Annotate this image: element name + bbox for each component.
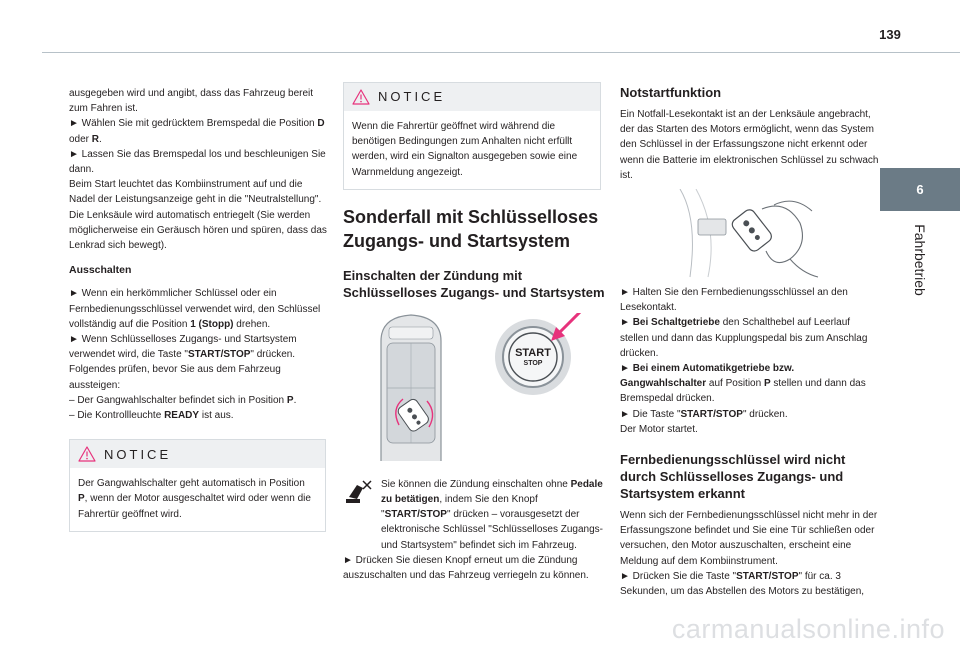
section-title: Sonderfall mit Schlüsselloses Zugangs- und Startsystem (343, 206, 599, 251)
foot-off-pedal-icon (343, 479, 373, 505)
check-ready-light: – Die Kontrollleuchte READY ist aus. (69, 410, 234, 422)
notice-title: NOTICE (378, 89, 446, 105)
notice-header (70, 440, 325, 468)
column-1 (69, 86, 329, 532)
pedal-instruction (343, 477, 605, 553)
watermark: carmanualsonline.info (671, 614, 945, 644)
warning-icon (78, 446, 96, 462)
hand-key-reader-image (678, 189, 828, 279)
notice-box (69, 439, 326, 532)
notice-text: Der Gangwahlschalter geht automatisch in Position P, wenn der Motor ausgeschaltet wird oder wenn die Fahrertür geöffnet wird. (78, 478, 311, 520)
notice-text: Wenn die Fahrertür geöffnet wird während die benötigen Bedingungen zum Anhalten nicht erfüllt werden, wird ein Signalton ausgegeben sowie eine Warnmeldung angezeigt. (352, 121, 578, 178)
notstart-description: Ein Notfall-Lesekontakt ist an der Lenksäule angebracht, der das Starten des Motors ermöglicht, wenn das System den Schlüssel in der Erfassungszone nicht erkennt oder wenn die Batterie im elektronischen Schlüssel zu schwach ist. (620, 109, 879, 181)
instruction-hold-key: ► Halten Sie den Fernbedienungsschlüssel an den Lesekontakt. (620, 287, 848, 314)
header-rule (42, 52, 960, 53)
key-not-detected-description: Wenn sich der Fernbedienungsschlüssel nicht mehr in der Erfassungszone befindet und Sie eine Tür schließen oder versuchen, den Motor auszuschalten, erscheint eine Meldung auf dem Kombiinstrument. (620, 510, 878, 567)
column-2 (343, 82, 605, 583)
start-description: Beim Start leuchtet das Kombiinstrument auf und die Nadel der Leistungsanzeige geht in die "Neutralstellung". Die Lenksäule wird automatisch entriegelt (Sie werden möglicherweise ein Geräusch hören und spüren, dass das Lenkrad sich bewegt). (69, 179, 327, 252)
instruction-select-position: ► Wählen Sie mit gedrücktem Bremspedal die Position D oder R. (69, 118, 325, 145)
chapter-title: Fahrbetrieb (912, 224, 928, 296)
instruction-keyless-stop: ► Wenn Schlüsselloses Zugangs- und Startsystem verwendet wird, die Taste "START/STOP" drücken. (69, 334, 297, 361)
instruction-accelerate: ► Lassen Sie das Bremspedal los und beschleunigen Sie dann. (69, 148, 326, 176)
reader-contact-illustration (678, 189, 828, 279)
notice-box (343, 82, 601, 190)
instruction-confirm-stop: ► Drücken Sie die Taste "START/STOP" für ca. 3 Sekunden, um das Abstellen des Motors zu bestätigen, (620, 570, 865, 598)
intro-text: ausgegeben wird und angibt, dass das Fahrzeug bereit zum Fahren ist. (69, 88, 314, 115)
pedal-text: Sie können die Zündung einschalten ohne Pedale zu betätigen, indem Sie den Knopf "START/STOP" drücken – vorausgesetzt der elektronische Schlüssel "Schlüsselloses Zugangs- und Startsystem" befindet sich im Fahrzeug. (381, 478, 603, 551)
chapter-tab[interactable]: 6 (880, 168, 960, 211)
instruction-press-again: ► Drücken Sie diesen Knopf erneut um die Zündung auszuschalten und das Fahrzeug verriegeln zu können. (343, 554, 589, 582)
keyless-start-illustration (343, 313, 605, 463)
check-before-exit: Folgendes prüfen, bevor Sie aus dem Fahrzeug aussteigen: (69, 364, 281, 391)
start-label: START (515, 346, 551, 359)
warning-icon (352, 89, 370, 105)
page-number: 139 (879, 27, 901, 42)
stop-label: STOP (523, 359, 543, 367)
instruction-key-stop: ► Wenn ein herkömmlicher Schlüssel oder ein Fernbedienungsschlüssel verwendet wird, den Schlüssel vollständig auf die Position 1 (Stopp) drehen. (69, 288, 321, 330)
heading-key-not-detected: Fernbedienungsschlüssel wird nicht durch Schlüsselloses Zugangs- und Startsystem erkannt (620, 452, 846, 502)
notice-title: NOTICE (104, 446, 172, 462)
heading-notstart: Notstartfunktion (620, 85, 722, 100)
engine-starts: Der Motor startet. (620, 423, 698, 435)
instruction-manual-gearbox: ► Bei Schaltgetriebe den Schalthebel auf Leerlauf stellen und dann das Kupplungspedal bis zum Anschlag drücken. (620, 317, 868, 359)
notice-header (344, 83, 600, 111)
section-heading-ausschalten: Ausschalten (69, 264, 132, 277)
instruction-automatic-gearbox: ► Bei einem Automatikgetriebe bzw. Gangwahlschalter auf Position P stellen und dann das Bremspedal drücken. (620, 363, 866, 405)
column-3 (620, 84, 880, 599)
check-gear-position: – Der Gangwahlschalter befindet sich in Position P. (69, 394, 297, 406)
instruction-press-start: ► Die Taste "START/STOP" drücken. (620, 408, 788, 420)
section-subtitle: Einschalten der Zündung mit Schlüsselloses Zugangs- und Startsystem (343, 267, 605, 300)
car-top-view-image (343, 313, 605, 463)
